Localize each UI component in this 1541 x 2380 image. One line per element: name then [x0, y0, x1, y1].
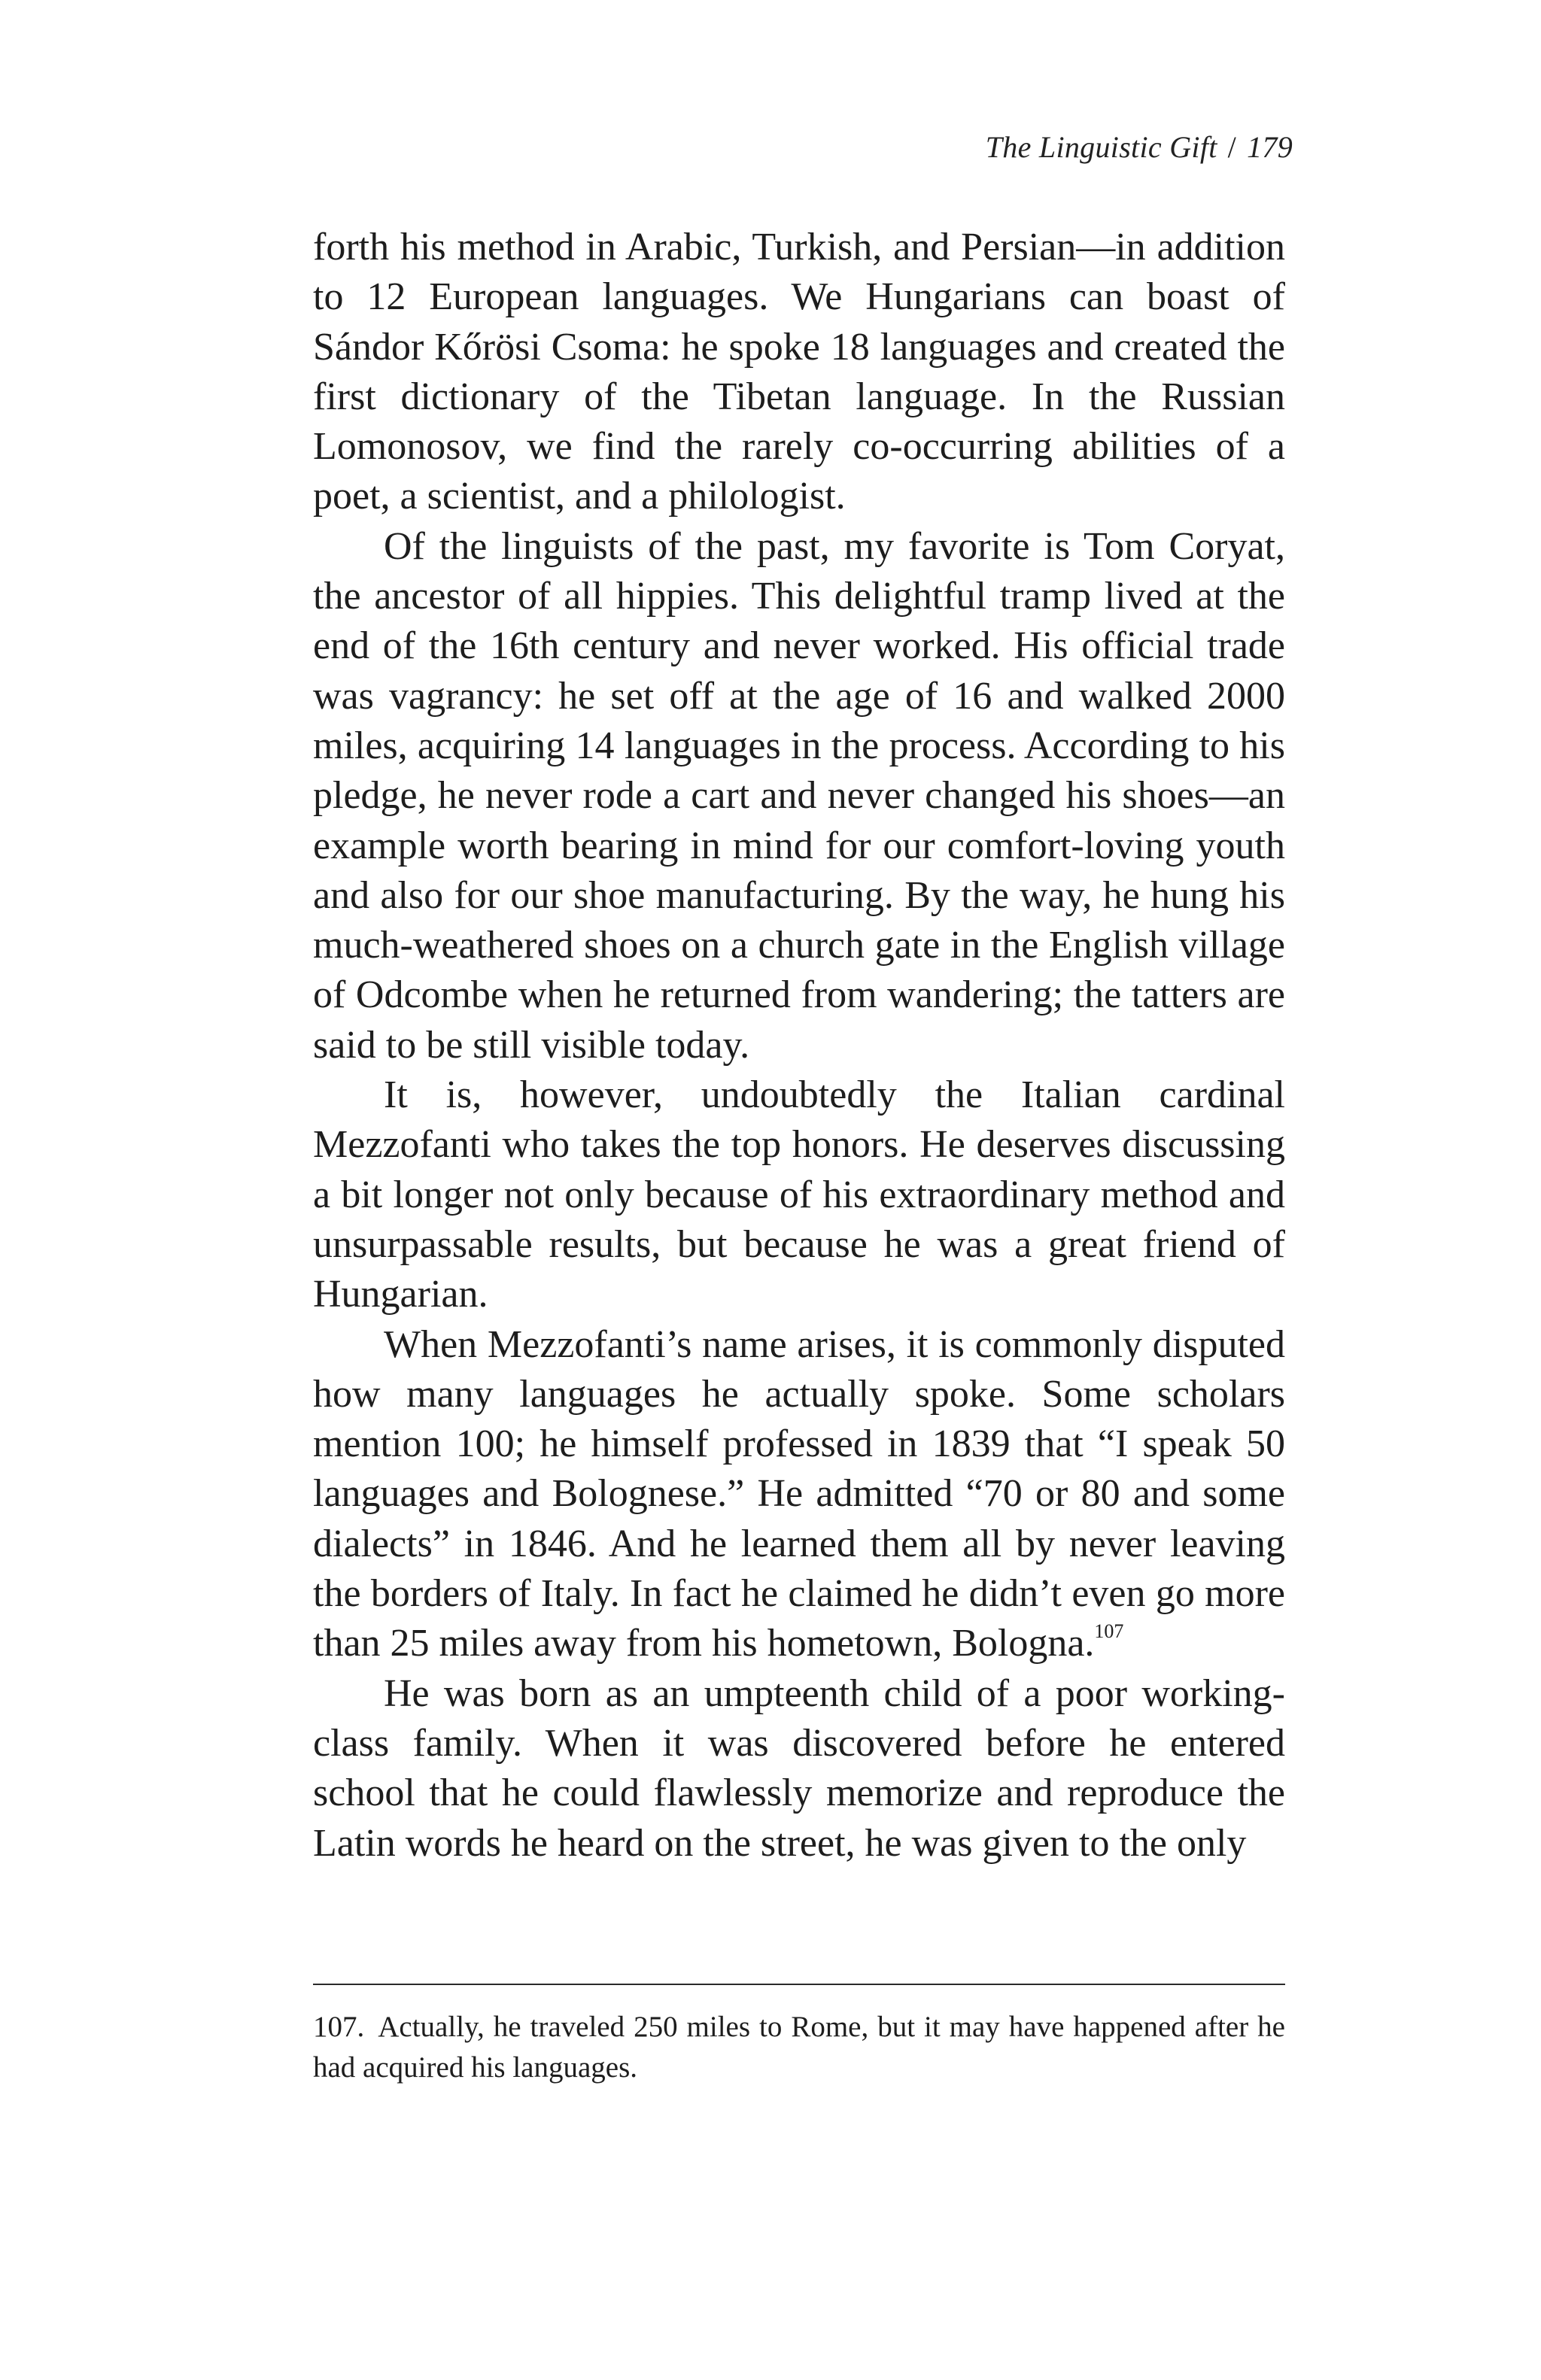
page-number: 179	[1247, 130, 1293, 164]
running-head	[986, 129, 1293, 165]
paragraph-1: forth his method in Arabic, Turkish, and Persian—in addition to 12 European languages. We Hungarians can boast of Sándor Kőrösi Csoma: he spoke 18 languages and created the first dictionary of the Tibetan language. In the Russian Lomonosov, we find the rarely co-occurring abilities of a poet, a scientist, and a philologist.	[313, 226, 1285, 518]
paragraph-4	[313, 1320, 1285, 1669]
paragraph-2: Of the linguists of the past, my favorite is Tom Coryat, the ancestor of all hippies. This delightful tramp lived at the end of the 16th century and never worked. His official trade was vagrancy: he set off at the age of 16 and walked 2000 miles, acquiring 14 languages in the process. According to his pledge, he never rode a cart and never changed his shoes—an example worth bearing in mind for our comfort-loving youth and also for our shoe manufacturing. By the way, he hung his much-weathered shoes on a church gate in the English village of Odcombe when he returned from wandering; the tatters are said to be still visible today.	[313, 524, 1285, 1067]
body-text	[313, 223, 1285, 1868]
footnote-number: 107.	[313, 2011, 365, 2043]
paragraph-5: He was born as an umpteenth child of a poor working-class family. When it was discovered before he entered school that he could flawlessly memorize and reproduce the Latin words he heard on the street, he was given to the only	[313, 1671, 1285, 1865]
header-separator: /	[1227, 130, 1237, 164]
footnote-divider	[313, 1984, 1285, 1985]
paragraph-4-text: When Mezzofanti’s name arises, it is commonly disputed how many languages he actually spoke. Some scholars mention 100; he himself professed in 1839 that “I speak 50 languages and Bolognese.” He admitted “70 or 80 and some dialects” in 1846. And he learned them all by never leaving the borders of Italy. In fact he claimed he didn’t even go more than 25 miles away from his hometown, Bologna.	[313, 1322, 1285, 1665]
footnote	[313, 2007, 1285, 2088]
paragraph-3: It is, however, undoubtedly the Italian cardinal Mezzofanti who takes the top honors. He deserves discussing a bit longer not only because of his extraordinary method and unsurpassable results, but because he was a great friend of Hungarian.	[313, 1073, 1285, 1316]
running-title: The Linguistic Gift	[985, 130, 1217, 164]
footnote-reference: 107	[1094, 1620, 1124, 1643]
footnote-text: Actually, he traveled 250 miles to Rome, but it may have happened after he had acquired his languages.	[313, 2011, 1285, 2084]
